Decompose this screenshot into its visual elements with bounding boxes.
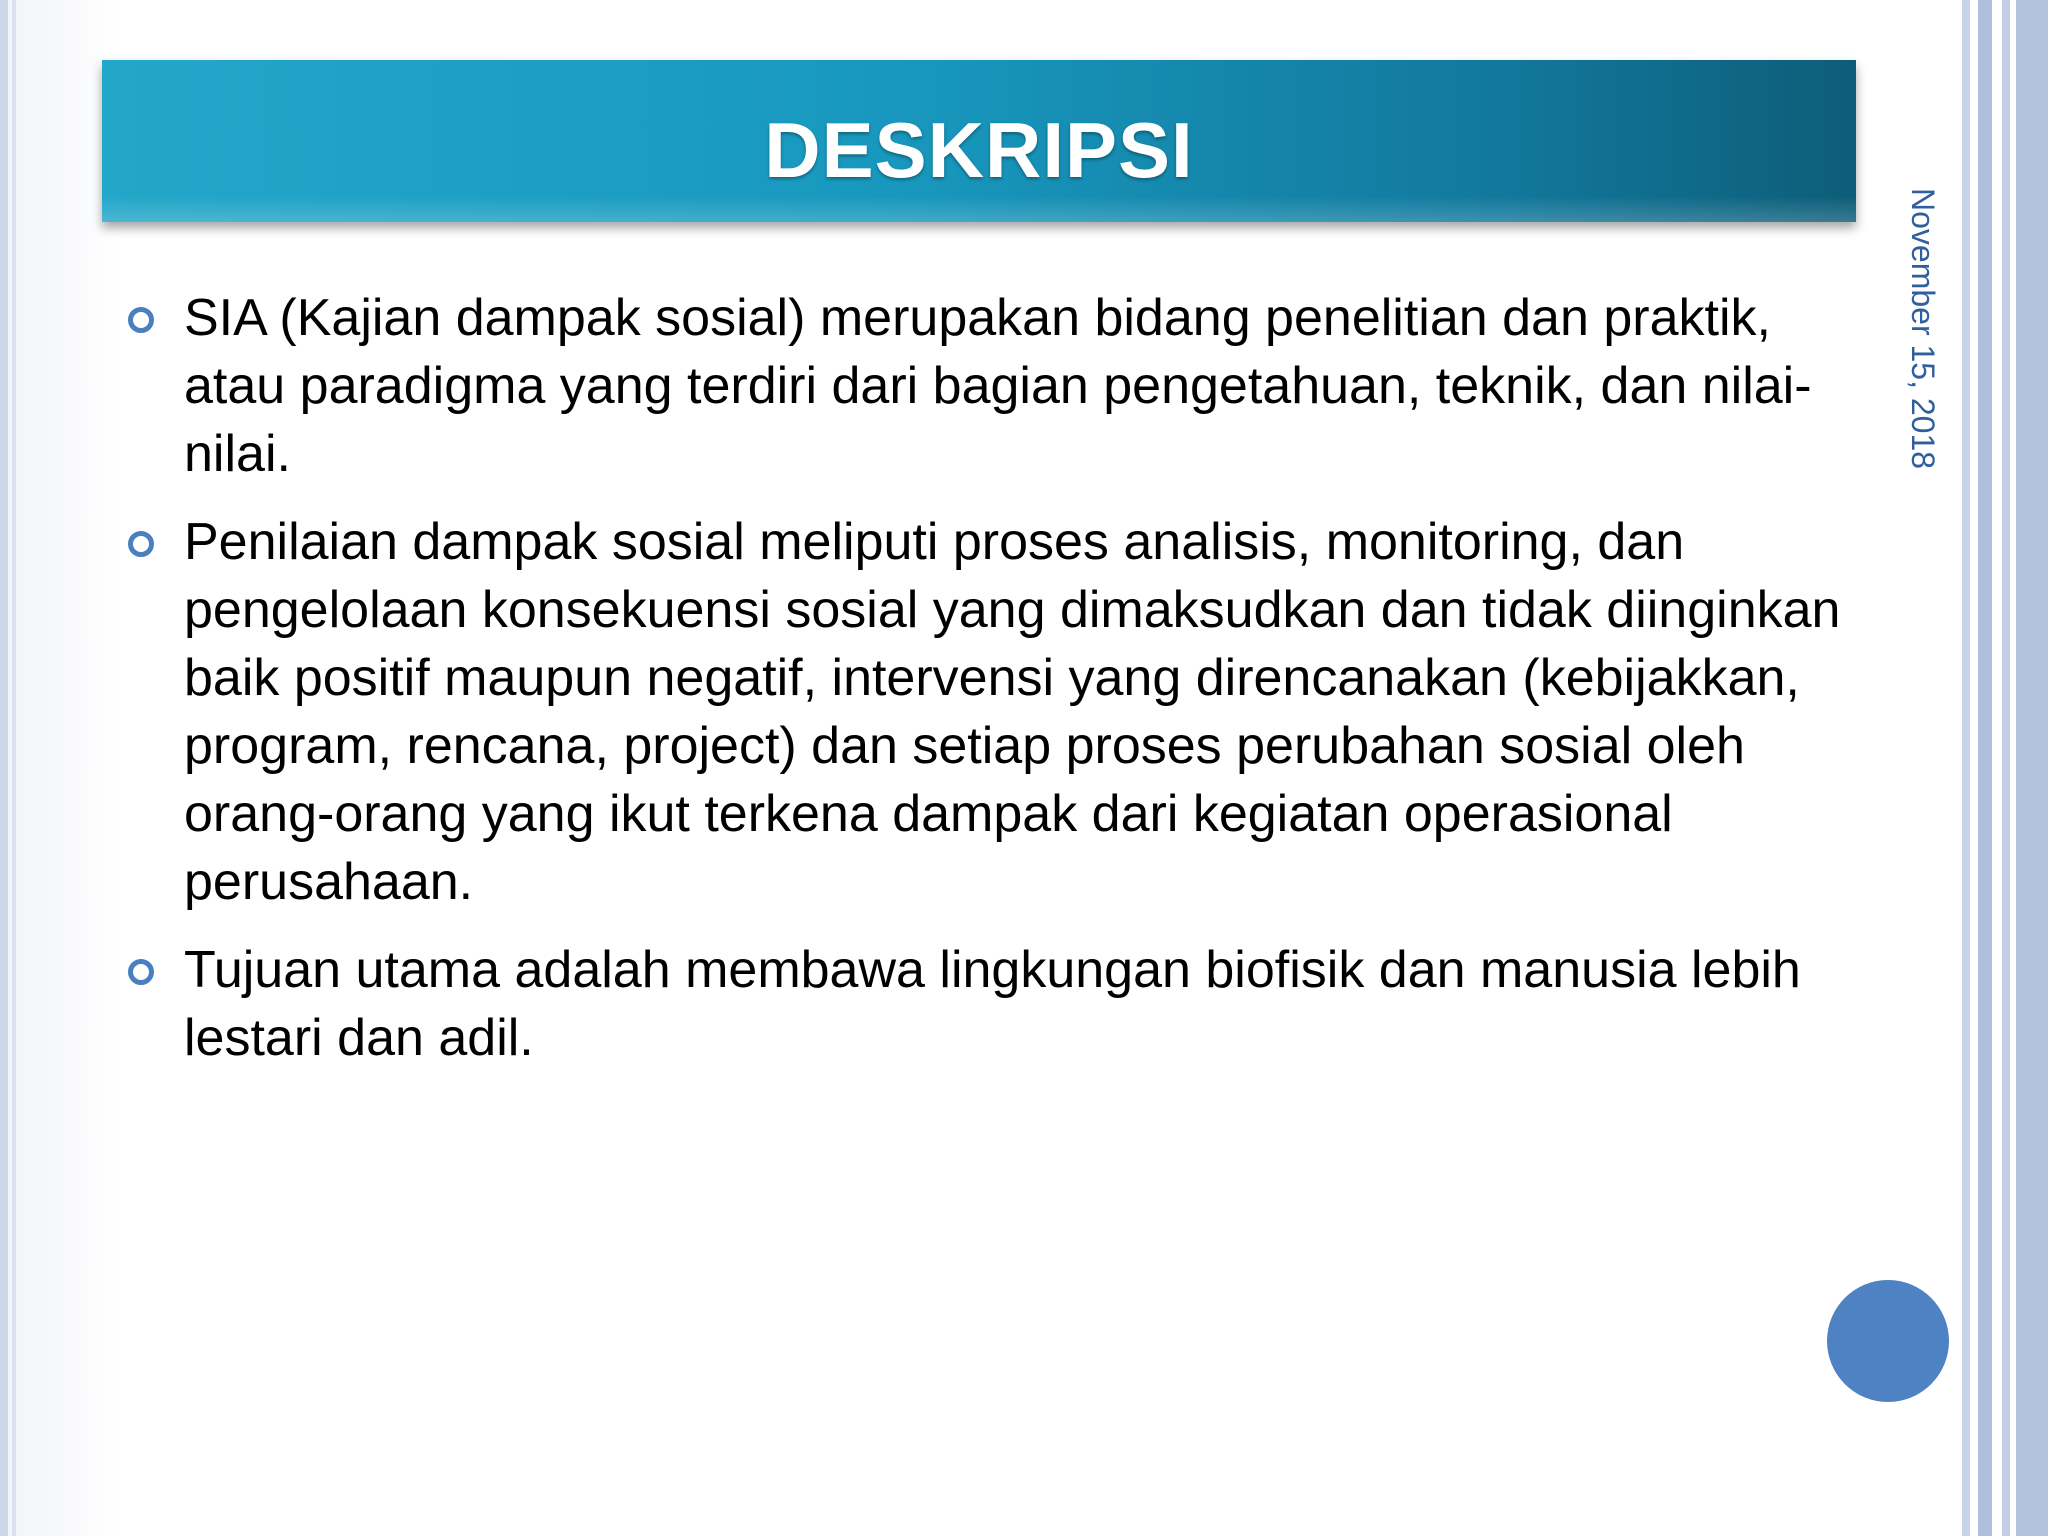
bullet-list (126, 284, 1846, 1092)
title-banner (102, 60, 1856, 222)
bullet-text: Tujuan utama adalah membawa lingkungan biofisik dan manusia lebih lestari dan adil. (184, 941, 1801, 1067)
right-decorative-stripe (1962, 0, 1970, 1536)
hollow-circle-bullet-icon (128, 959, 154, 985)
bullet-text: Penilaian dampak sosial meliputi proses analisis, monitoring, dan pengelolaan konsekuensi sosial yang dimaksudkan dan tidak diinginkan baik positif maupun negatif, intervensi yang direncanakan (kebijakkan, program, rencana, project) dan setiap proses perubahan sosial oleh orang-orang yang ikut terkena dampak dari kegiatan operasional perusahaan. (184, 513, 1841, 911)
bullet-item (126, 508, 1846, 916)
right-decorative-stripe (1978, 0, 1992, 1536)
decorative-circle (1827, 1280, 1949, 1402)
left-border-line (0, 0, 8, 1536)
slide-title: DESKRIPSI (764, 106, 1194, 194)
left-border-line-inner (12, 0, 16, 1536)
right-decorative-stripe (2016, 0, 2048, 1536)
hollow-circle-bullet-icon (128, 531, 154, 557)
bullet-text: SIA (Kajian dampak sosial) merupakan bidang penelitian dan praktik, atau paradigma yang terdiri dari bagian pengetahuan, teknik, dan nilai-nilai. (184, 289, 1812, 483)
right-decorative-stripe (2002, 0, 2010, 1536)
bullet-item (126, 284, 1846, 488)
slide-date: November 15, 2018 (1905, 188, 1941, 470)
bullet-item (126, 936, 1846, 1072)
hollow-circle-bullet-icon (128, 307, 154, 333)
